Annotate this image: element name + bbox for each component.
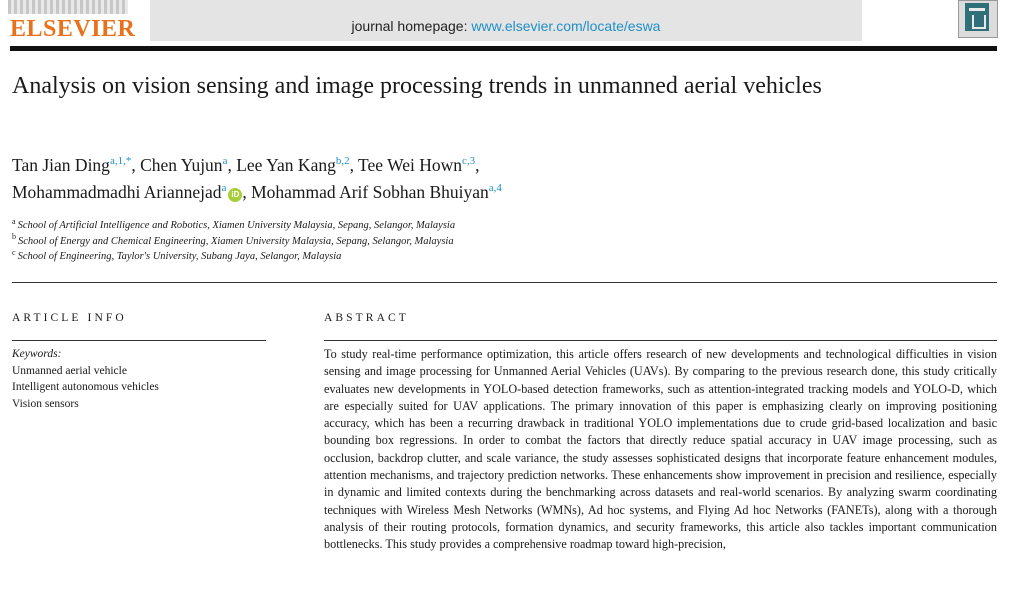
article-info-heading: ARTICLE INFO [12, 312, 127, 324]
author-affiliation-marker[interactable]: b,2 [335, 155, 350, 168]
author-affiliation-marker[interactable]: c,3 [462, 155, 476, 168]
orcid-icon[interactable]: iD [228, 188, 242, 202]
keyword[interactable]: Vision sensors [12, 397, 79, 410]
abstract-heading: ABSTRACT [324, 312, 409, 324]
homepage-prefix: journal homepage: [351, 18, 472, 34]
journal-homepage-band [150, 0, 862, 41]
author-affiliation-marker[interactable]: a,4 [488, 182, 502, 195]
keyword[interactable]: Unmanned aerial vehicle [12, 364, 127, 377]
author[interactable]: Chen Yujun$^a$ [140, 155, 228, 175]
cover-image [965, 3, 989, 31]
affiliation-list [12, 218, 912, 265]
author-affiliation-marker[interactable]: a [221, 182, 227, 195]
keyword[interactable]: Intelligent autonomous vehicles [12, 381, 159, 393]
author[interactable]: Tee Wei Hown$^{c,3}$ [358, 155, 476, 175]
publisher-name: ELSEVIER [10, 16, 136, 42]
header-rule [10, 46, 997, 51]
elsevier-logo[interactable] [6, 0, 136, 40]
author[interactable]: Lee Yan Kang$^{b,2}$ [236, 155, 350, 175]
author[interactable]: Tan Jian Ding$^{a,1,*}$ [12, 155, 132, 175]
elsevier-tree-emblem [8, 0, 128, 14]
author[interactable]: Mohammad Arif Sobhan Bhuiyan$^{a,4}$ [251, 182, 502, 202]
affiliation: $^b$ School of Energy and Chemical Engineering, Xiamen University Malaysia, Sepang, Selangor, Malaysia [12, 232, 454, 247]
affiliation: $^a$ School of Artificial Intelligence and Robotics, Xiamen University Malaysia, Sepang, Selangor, Malaysia [12, 216, 456, 231]
author-affiliation-marker[interactable]: a,1,* [109, 155, 132, 168]
article-info-rule [12, 340, 266, 341]
author-line-1: Tan Jian Ding$^{a,1,*}$, Chen Yujun$^a$, Lee Yan Kang$^{b,2}$, Tee Wei Hown$^{c,3}$, [12, 155, 480, 175]
author-list [12, 152, 912, 206]
abstract-rule [324, 340, 997, 341]
author-line-2: Mohammadmadhi Ariannejad$^a$iD , Mohammad Arif Sobhan Bhuiyan$^{a,4}$ [12, 182, 502, 202]
journal-homepage-link[interactable]: www.elsevier.com/locate/eswa [471, 18, 661, 34]
keywords-label: Keywords: [12, 348, 62, 360]
author[interactable]: Mohammadmadhi Ariannejad$^a$ [12, 182, 227, 202]
journal-homepage [150, 18, 862, 34]
journal-cover-thumbnail[interactable] [958, 0, 998, 38]
affiliation: $^c$ School of Engineering, Taylor's University, Subang Jaya, Selangor, Malaysia [12, 247, 342, 262]
section-divider [12, 282, 997, 283]
paper-title: Analysis on vision sensing and image processing trends in unmanned aerial vehicles [12, 73, 822, 99]
keywords-block [12, 346, 159, 412]
author-affiliation-marker[interactable]: a [222, 155, 228, 168]
abstract-text: To study real-time performance optimization, this article offers research of new developments and technological difficulties in vision sensing and image processing for Unmanned Aerial Vehicles (UAVs). By comparing to the previous research done, this study critically evaluates new developments in YOLO-based detection frameworks, such as attention-integrated tracking models and YOLO-D, which are especially suited for UAV applications. The primary innovation of this paper is emphasizing clearly on improving positioning accuracy, which has been a recurring drawback in traditional YOLO implementations due to crude grid-based localization and basic bounding box regressions. In order to combat the factors that directly reduce spatial accuracy in UAV image processing, such as occlusion, backdrop clutter, and scale variance, the study assesses sophisticated designs that incorporate feature enhancement modules, attention mechanisms, and trajectory prediction networks. These enhancements show improvement in precision and resilience, especially in dynamic and limited contexts during the benchmarking across datasets and real-world scenarios. By analyzing swarm coordinating techniques with Wireless Mesh Networks (WMNs), Ad hoc systems, and Flying Ad hoc Networks (FANETs), along with a thorough analysis of their routing protocols, formation dynamics, and security frameworks, this article also tackles important communication bottlenecks. This study provides a comprehensive roadmap toward high-precision, [324, 347, 997, 552]
